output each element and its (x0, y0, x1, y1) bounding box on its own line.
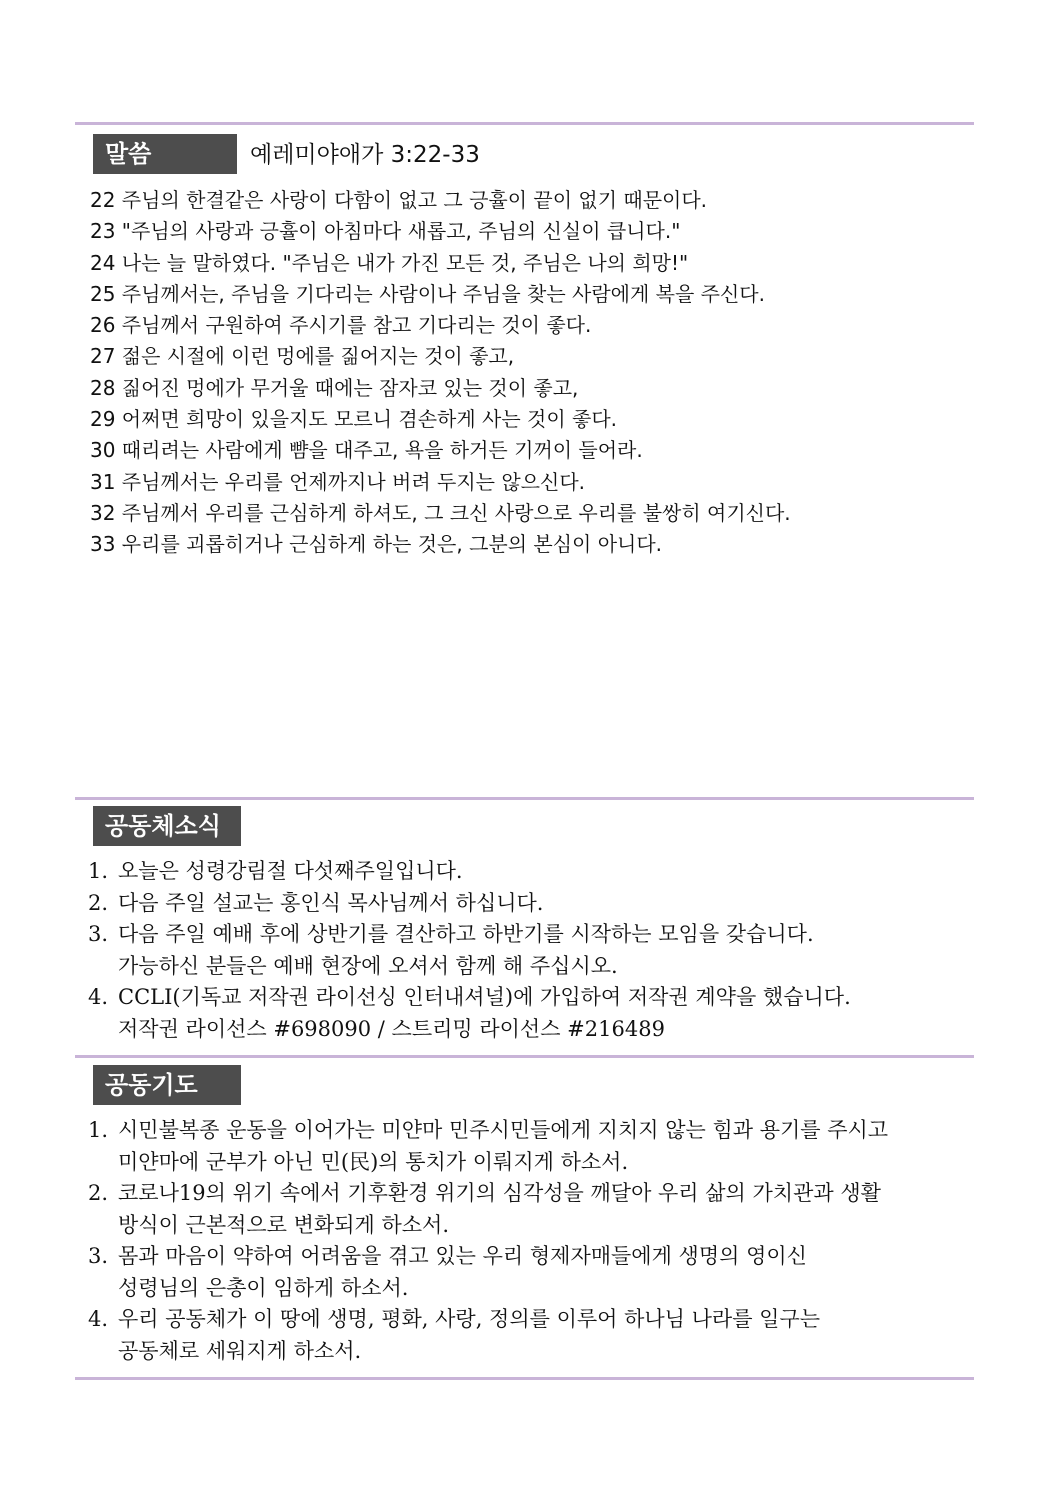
prayer-item (88, 1178, 888, 1241)
item-number: 2. (88, 1181, 109, 1205)
item-number: 1. (88, 859, 109, 883)
divider-news (75, 797, 974, 800)
news-item (88, 856, 851, 888)
divider-bottom (75, 1377, 974, 1380)
item-text-continued: 방식이 근본적으로 변화되게 하소서. (118, 1212, 449, 1237)
verse-line: 23 "주님의 사랑과 긍휼이 아침마다 새롭고, 주님의 신실이 큽니다." (90, 219, 681, 244)
item-text: 코로나19의 위기 속에서 기후환경 위기의 심각성을 깨달아 우리 삶의 가치관과 생활 (118, 1181, 881, 1205)
prayer-item (88, 1304, 888, 1367)
verse-line: 33 우리를 괴롭히거나 근심하게 하는 것은, 그분의 본심이 아니다. (90, 532, 663, 557)
divider-top (75, 122, 974, 125)
divider-prayer (75, 1055, 974, 1058)
section-tag-news: 공동체소식 (93, 806, 241, 846)
item-text: CCLI(기독교 저작권 라이선싱 인터내셔널)에 가입하여 저작권 계약을 했습니다. (118, 985, 851, 1009)
item-number: 4. (88, 1307, 109, 1331)
item-text: 오늘은 성령강림절 다섯째주일입니다. (118, 859, 463, 883)
verse-line: 28 짊어진 멍에가 무거울 때에는 잠자코 있는 것이 좋고, (90, 375, 579, 400)
verse-line: 30 때리려는 사람에게 뺨을 대주고, 욕을 하거든 기꺼이 들어라. (90, 438, 643, 463)
item-number: 1. (88, 1118, 109, 1142)
item-text: 우리 공동체가 이 땅에 생명, 평화, 사랑, 정의를 이루어 하나님 나라를 일구는 (118, 1307, 821, 1331)
item-text-continued: 미얀마에 군부가 아닌 민(民)의 통치가 이뤄지게 하소서. (118, 1149, 629, 1174)
verse-line: 32 주님께서 우리를 근심하게 하셔도, 그 크신 사랑으로 우리를 불쌍히 여기신다. (90, 500, 791, 525)
section-tag-prayer: 공동기도 (93, 1065, 241, 1105)
item-text-continued: 공동체로 세워지게 하소서. (118, 1338, 362, 1363)
item-text: 다음 주일 설교는 홍인식 목사님께서 하십니다. (118, 890, 544, 915)
news-item (88, 888, 851, 920)
news-item (88, 919, 851, 982)
item-number: 2. (88, 890, 109, 915)
verse-line: 26 주님께서 구원하여 주시기를 참고 기다리는 것이 좋다. (90, 313, 592, 338)
item-text-continued: 가능하신 분들은 예배 현장에 오셔서 함께 해 주십시오. (118, 953, 618, 978)
prayer-item (88, 1115, 888, 1178)
prayer-item (88, 1241, 888, 1304)
news-list (88, 856, 851, 1045)
item-number: 3. (88, 1244, 109, 1268)
item-text: 다음 주일 예배 후에 상반기를 결산하고 하반기를 시작하는 모임을 갖습니다. (118, 922, 814, 946)
verse-line: 22 주님의 한결같은 사랑이 다함이 없고 그 긍휼이 끝이 없기 때문이다. (90, 188, 708, 212)
verse-line: 24 나는 늘 말하였다. "주님은 내가 가진 모든 것, 주님은 나의 희망!" (90, 250, 689, 275)
item-text: 시민불복종 운동을 이어가는 미얀마 민주시민들에게 지치지 않는 힘과 용기를 주시고 (118, 1118, 889, 1142)
verse-list (90, 185, 791, 561)
item-text-continued: 성령님의 은총이 임하게 하소서. (118, 1275, 409, 1300)
item-number: 3. (88, 922, 109, 946)
verse-line: 31 주님께서는 우리를 언제까지나 버려 두지는 않으신다. (90, 469, 585, 494)
verse-line: 27 젊은 시절에 이런 멍에를 짊어지는 것이 좋고, (90, 344, 515, 369)
section-tag-word: 말씀 (93, 134, 237, 174)
news-item (88, 982, 851, 1045)
verse-line: 29 어쩌면 희망이 있을지도 모르니 겸손하게 사는 것이 좋다. (90, 407, 618, 432)
scripture-reference: 예레미야애가 3:22-33 (250, 142, 480, 168)
prayer-list (88, 1115, 888, 1367)
item-text: 몸과 마음이 약하여 어려움을 겪고 있는 우리 형제자매들에게 생명의 영이신 (118, 1244, 807, 1268)
item-text-continued: 저작권 라이선스 #698090 / 스트리밍 라이선스 #216489 (118, 1016, 665, 1041)
item-number: 4. (88, 985, 109, 1009)
verse-line: 25 주님께서는, 주님을 기다리는 사람이나 주님을 찾는 사람에게 복을 주신다. (90, 281, 765, 306)
